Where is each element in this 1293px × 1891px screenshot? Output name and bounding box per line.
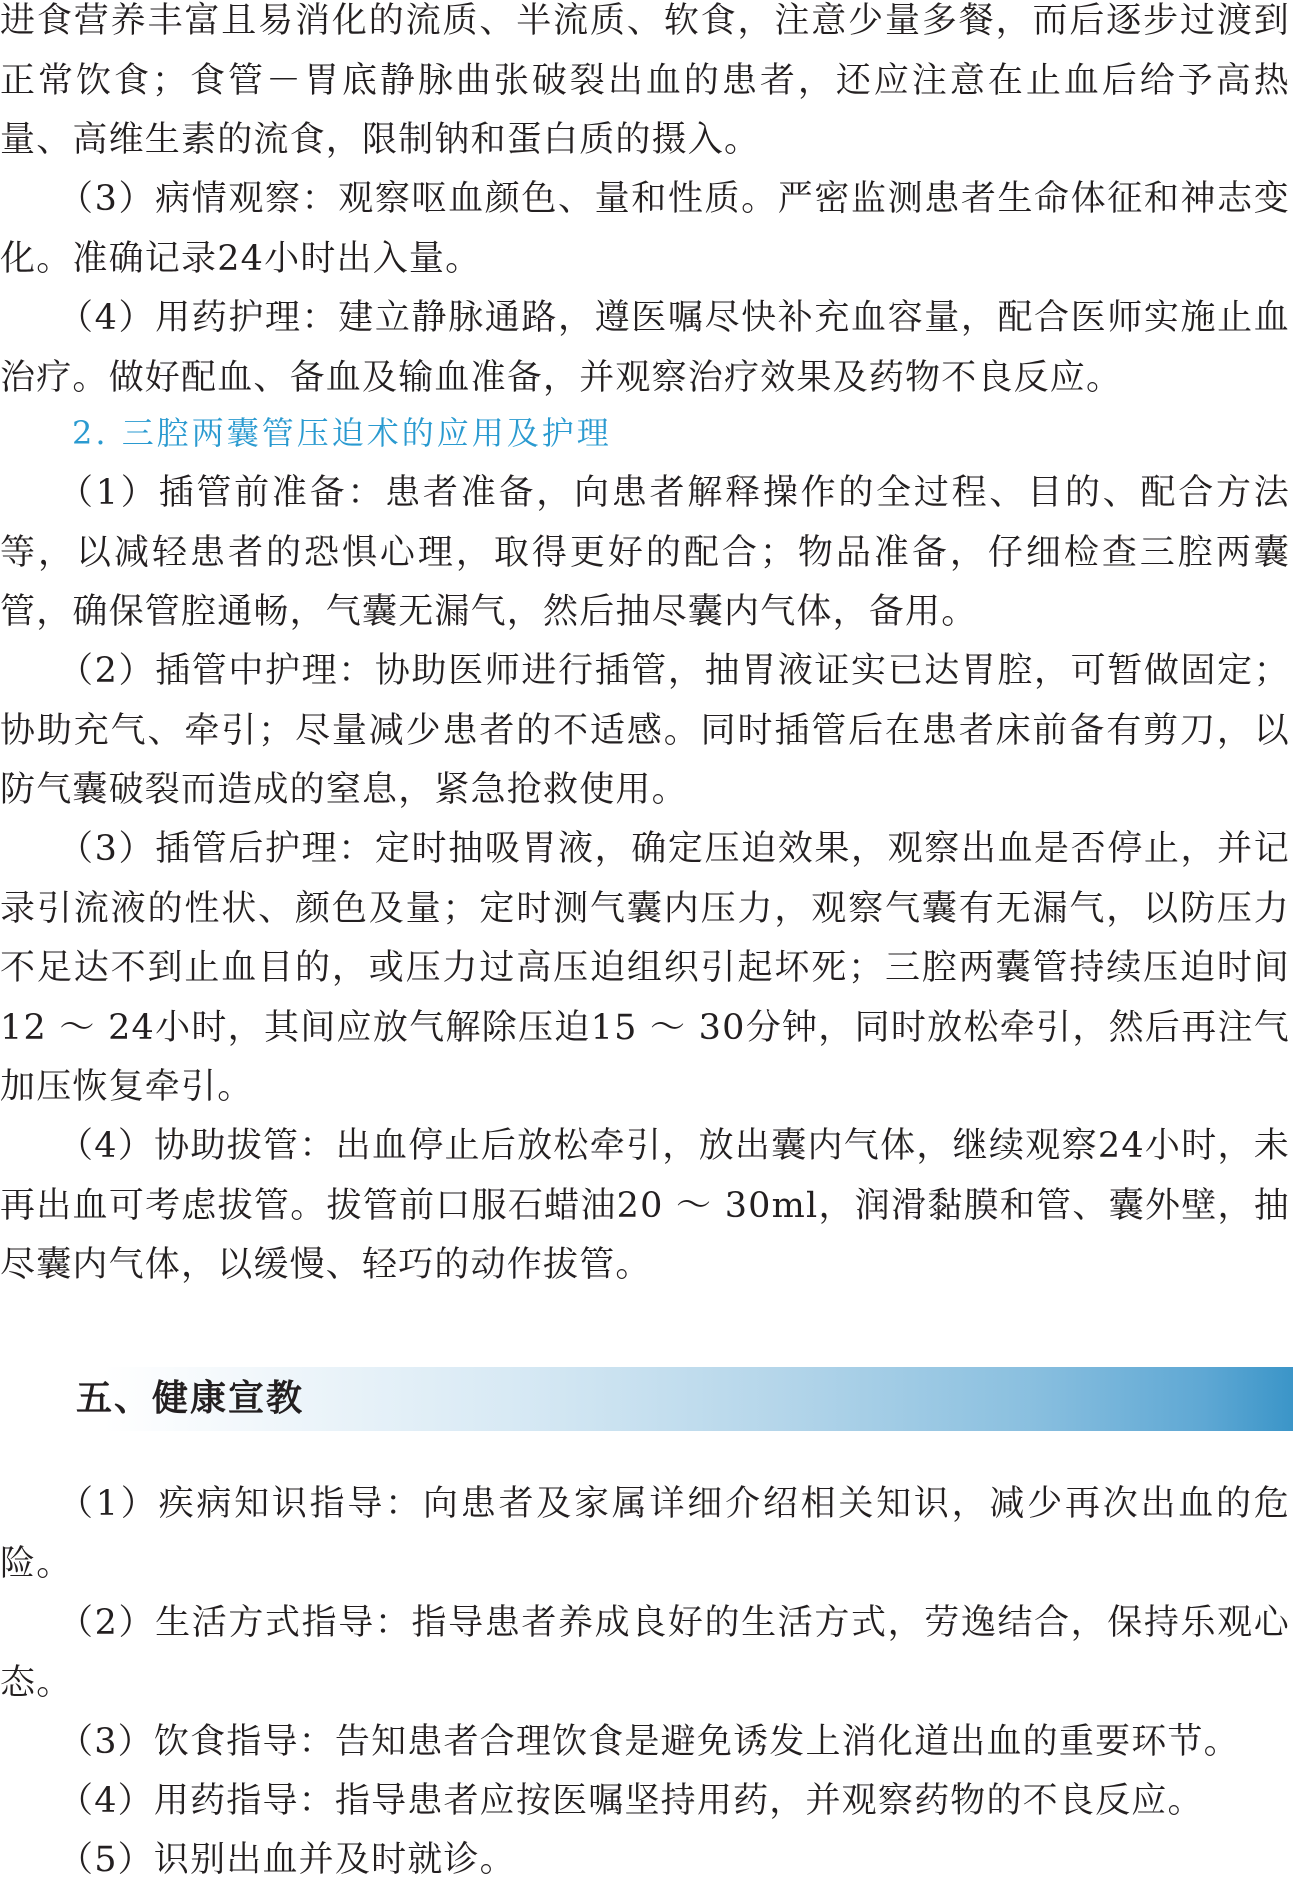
section-title: 五、健康宣教 bbox=[76, 1378, 305, 1419]
health-edu-item-3: （3）饮食指导：告知患者合理饮食是避免诱发上消化道出血的重要环节。 bbox=[58, 1722, 1240, 1762]
health-edu-item-1: （1）疾病知识指导：向患者及家属详细介绍相关知识，减少再次出血的危险。 bbox=[0, 1484, 1290, 1584]
paragraph-tube-removal: （4）协助拔管：出血停止后放松牵引，放出囊内气体，继续观察24小时，未再出血可考虑拔管。拔管前口服石蜡油20 ～ 30ml，润滑黏膜和管、囊外壁，抽尽囊内气体，以缓慢、轻巧的动作拔管。 bbox=[0, 1126, 1290, 1285]
health-edu-item-2: （2）生活方式指导：指导患者养成良好的生活方式，劳逸结合，保持乐观心态。 bbox=[0, 1603, 1290, 1703]
section-header-band bbox=[0, 1367, 1293, 1431]
paragraph-during-insertion: （2）插管中护理：协助医师进行插管，抽胃液证实已达胃腔，可暂做固定；协助充气、牵引；尽量减少患者的不适感。同时插管后在患者床前备有剪刀，以防气囊破裂而造成的窒息，紧急抢救使用。 bbox=[0, 651, 1290, 810]
paragraph-medication-care: （4）用药护理：建立静脉通路，遵医嘱尽快补充血容量，配合医师实施止血治疗。做好配血、备血及输血准备，并观察治疗效果及药物不良反应。 bbox=[0, 298, 1290, 398]
subheading-balloon-tube: 2. 三腔两囊管压迫术的应用及护理 bbox=[72, 414, 612, 452]
health-edu-item-4: （4）用药指导：指导患者应按医嘱坚持用药，并观察药物的不良反应。 bbox=[58, 1781, 1204, 1821]
paragraph-pre-insertion: （1）插管前准备：患者准备，向患者解释操作的全过程、目的、配合方法等，以减轻患者的恐惧心理，取得更好的配合；物品准备，仔细检查三腔两囊管，确保管腔通畅，气囊无漏气，然后抽尽囊内气体，备用。 bbox=[0, 473, 1290, 632]
paragraph-condition-observation: （3）病情观察：观察呕血颜色、量和性质。严密监测患者生命体征和神志变化。准确记录24小时出入量。 bbox=[0, 179, 1290, 279]
paragraph-diet-continuation: 进食营养丰富且易消化的流质、半流质、软食，注意少量多餐，而后逐步过渡到正常饮食；食管－胃底静脉曲张破裂出血的患者，还应注意在止血后给予高热量、高维生素的流食，限制钠和蛋白质的摄入。 bbox=[0, 1, 1290, 160]
paragraph-post-insertion: （3）插管后护理：定时抽吸胃液，确定压迫效果，观察出血是否停止，并记录引流液的性状、颜色及量；定时测气囊内压力，观察气囊有无漏气，以防压力不足达不到止血目的，或压力过高压迫组织引起坏死；三腔两囊管持续压迫时间12 ～ 24小时，其间应放气解除压迫15 ～ 30分钟，同时放松牵引，然后再注气加压恢复牵引。 bbox=[0, 829, 1290, 1107]
health-edu-item-5: （5）识别出血并及时就诊。 bbox=[58, 1840, 516, 1880]
